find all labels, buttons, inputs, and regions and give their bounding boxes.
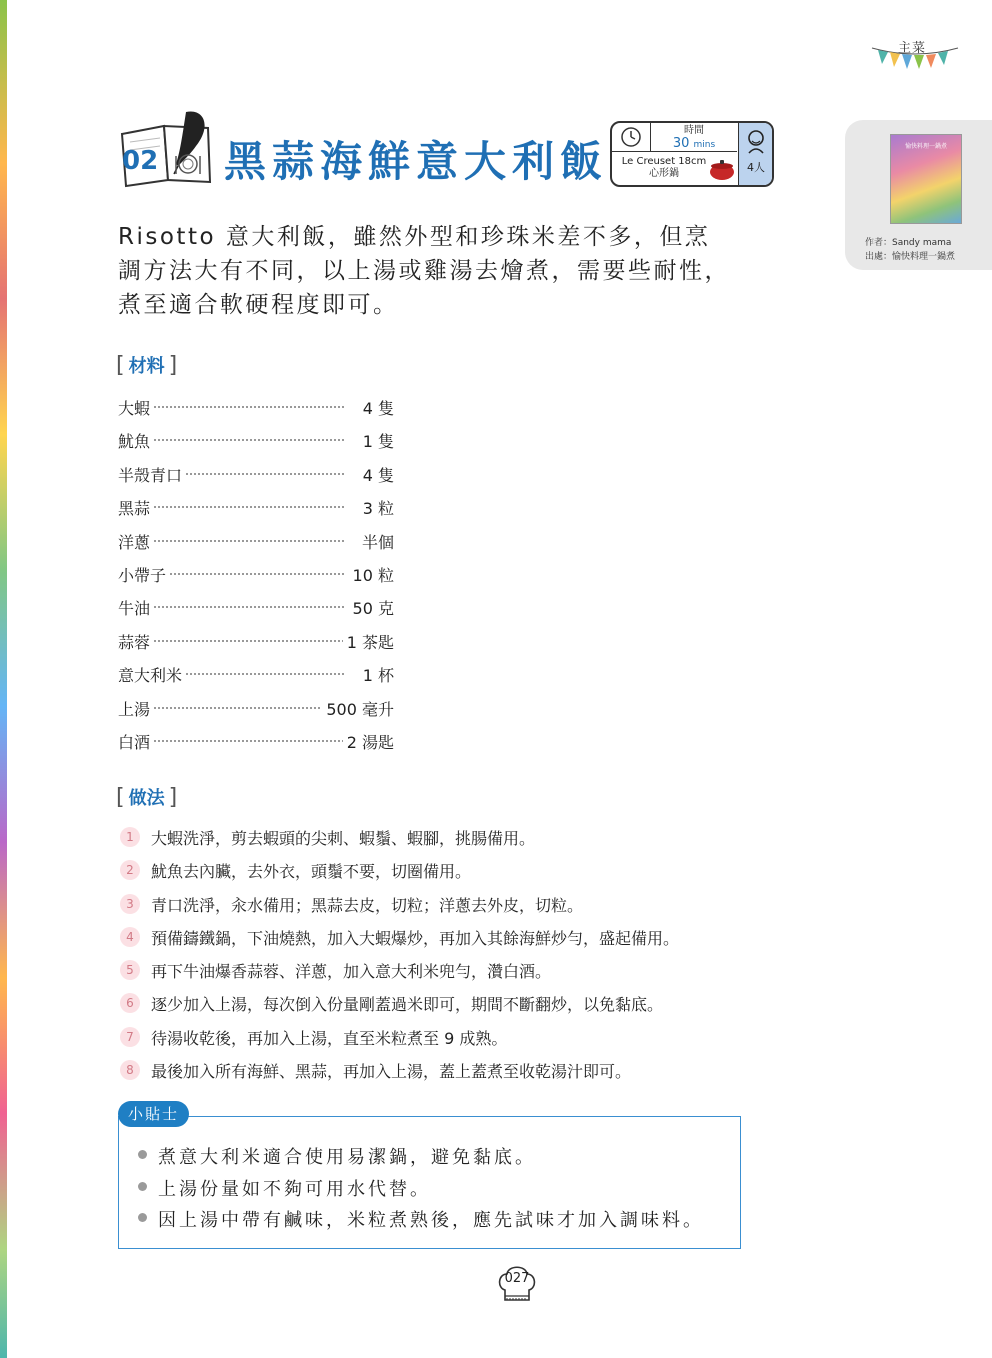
step-number: 7	[120, 1027, 140, 1047]
tips-label: 小貼士	[118, 1101, 189, 1127]
book-publisher: 出處：愉快料理一鍋煮	[865, 252, 956, 262]
step-number: 5	[120, 960, 140, 980]
pot-brand: Le Creuset 18cm	[621, 156, 707, 167]
step-row	[120, 822, 780, 855]
time-label: 時間	[684, 125, 704, 136]
ingredient-row	[118, 592, 398, 625]
ingredient-qty: 4 隻	[359, 396, 394, 419]
servings-cell	[738, 123, 773, 185]
step-text: 最後加入所有海鮮、黑蒜，再加入上湯，蓋上蓋煮至收乾湯汁即可。	[151, 1062, 632, 1082]
ingredients-header-label: 材料	[128, 356, 165, 377]
step-row	[120, 988, 780, 1021]
book-author: 作者：Sandy mama	[865, 238, 952, 248]
ingredient-row	[118, 392, 398, 425]
tip-text: 上湯份量如不夠可用水代替。	[158, 1178, 431, 1200]
time-cell	[651, 123, 737, 152]
recipe-title: 黑蒜海鮮意大利飯	[224, 137, 609, 186]
ingredient-row	[118, 492, 398, 525]
step-row	[120, 889, 780, 922]
ingredient-row	[118, 693, 398, 726]
ingredient-name: 洋蔥	[118, 530, 154, 553]
method-steps	[120, 822, 780, 1088]
ingredients-list	[118, 392, 398, 759]
decorative-edge-strip	[0, 0, 7, 1358]
ingredient-name: 黑蒜	[118, 496, 154, 519]
step-text: 魷魚去內臟，去外衣，頭鬚不要，切圈備用。	[151, 862, 472, 882]
category-label: 主菜	[898, 41, 927, 56]
ingredient-row	[118, 626, 398, 659]
ingredient-name: 白酒	[118, 730, 154, 753]
step-text: 預備鑄鐵鍋，下油燒熱，加入大蝦爆炒，再加入其餘海鮮炒勻，盛起備用。	[151, 928, 680, 948]
tip-text: 因上湯中帶有鹹味，米粒煮熟後，應先試味才加入調味料。	[158, 1210, 704, 1231]
time-unit: mins	[693, 140, 716, 150]
pot-type: 心形鍋	[649, 168, 679, 179]
ingredient-name: 魷魚	[118, 429, 154, 452]
step-number: 4	[120, 927, 140, 947]
source-book-panel	[845, 120, 992, 270]
step-text: 大蝦洗淨，剪去蝦頭的尖刺、蝦鬚、蝦腳，挑腸備用。	[151, 829, 536, 848]
step-row	[120, 855, 780, 888]
method-header-label: 做法	[128, 788, 165, 809]
ingredient-qty: 50 克	[349, 596, 394, 619]
recipe-intro	[118, 220, 758, 322]
person-icon	[746, 129, 766, 155]
step-number: 8	[120, 1060, 140, 1080]
book-cover-image	[890, 134, 962, 224]
step-row	[120, 1055, 780, 1088]
ingredient-qty: 1 隻	[359, 429, 394, 452]
bullet-icon	[138, 1182, 147, 1191]
ingredient-qty: 半個	[358, 530, 394, 553]
intro-line: 煮至適合軟硬程度即可。	[118, 292, 399, 318]
servings-value: 4人	[747, 161, 765, 174]
bracket-close-icon: ]	[168, 785, 178, 810]
step-number: 3	[120, 894, 140, 914]
page-number: 027	[504, 1271, 530, 1286]
ingredient-qty: 2 湯匙	[343, 730, 394, 753]
ingredients-header	[116, 352, 177, 382]
clock-cell	[612, 123, 651, 152]
step-text: 再下牛油爆香蒜蓉、洋蔥，加入意大利米兜勻，灒白酒。	[151, 962, 552, 982]
ingredient-name: 意大利米	[118, 663, 186, 686]
bracket-close-icon: ]	[168, 353, 178, 378]
step-text: 青口洗淨，汆水備用；黑蒜去皮，切粒；洋蔥去外皮，切粒。	[151, 895, 584, 915]
ingredient-name: 小帶子	[118, 563, 170, 586]
bullet-icon	[138, 1213, 147, 1222]
clock-icon	[612, 123, 650, 151]
recipe-info-box	[610, 121, 774, 187]
ingredient-qty: 500 毫升	[322, 697, 394, 720]
ingredient-name: 牛油	[118, 596, 154, 619]
step-text: 逐少加入上湯，每次倒入份量剛蓋過米即可，期間不斷翻炒，以免黏底。	[151, 995, 664, 1015]
step-row	[120, 955, 780, 988]
pot-description	[618, 156, 710, 180]
method-header	[116, 784, 177, 814]
intro-line: 調方法大有不同，以上湯或雞湯去燴煮，需要些耐性，	[118, 258, 730, 284]
ingredient-qty: 10 粒	[349, 563, 394, 586]
time-value: 30	[672, 136, 690, 151]
ingredient-name: 大蝦	[118, 396, 154, 419]
ingredient-row	[118, 526, 398, 559]
step-row	[120, 1022, 780, 1055]
step-row	[120, 922, 780, 955]
ingredient-qty: 4 隻	[359, 463, 394, 486]
red-pot-icon	[708, 157, 736, 181]
ingredient-name: 半殼青口	[118, 463, 186, 486]
step-number: 2	[120, 860, 140, 880]
pot-cell	[612, 153, 737, 185]
book-cover-title: 愉快料理一鍋煮	[905, 143, 948, 150]
recipe-number: 02	[122, 146, 159, 176]
ingredient-row	[118, 459, 398, 492]
intro-line: Risotto 意大利飯，雖然外型和珍珠米差不多，但烹	[118, 224, 711, 250]
ingredient-row	[118, 559, 398, 592]
step-number: 1	[120, 827, 140, 847]
ingredient-qty: 3 粒	[359, 496, 394, 519]
ingredient-qty: 1 茶匙	[343, 630, 394, 653]
ingredient-row	[118, 726, 398, 759]
ingredient-name: 蒜蓉	[118, 630, 154, 653]
step-number: 6	[120, 993, 140, 1013]
tip-text: 煮意大利米適合使用易潔鍋，避免黏底。	[158, 1147, 536, 1168]
ingredient-row	[118, 425, 398, 458]
bracket-open-icon: [	[116, 785, 125, 810]
bracket-open-icon: [	[116, 353, 125, 378]
bullet-icon	[138, 1150, 147, 1159]
ingredient-row	[118, 659, 398, 692]
ingredient-qty: 1 杯	[359, 663, 394, 686]
ingredient-name: 上湯	[118, 697, 154, 720]
time-value-row	[651, 137, 737, 152]
step-text: 待湯收乾後，再加入上湯，直至米粒煮至 9 成熟。	[151, 1028, 508, 1048]
